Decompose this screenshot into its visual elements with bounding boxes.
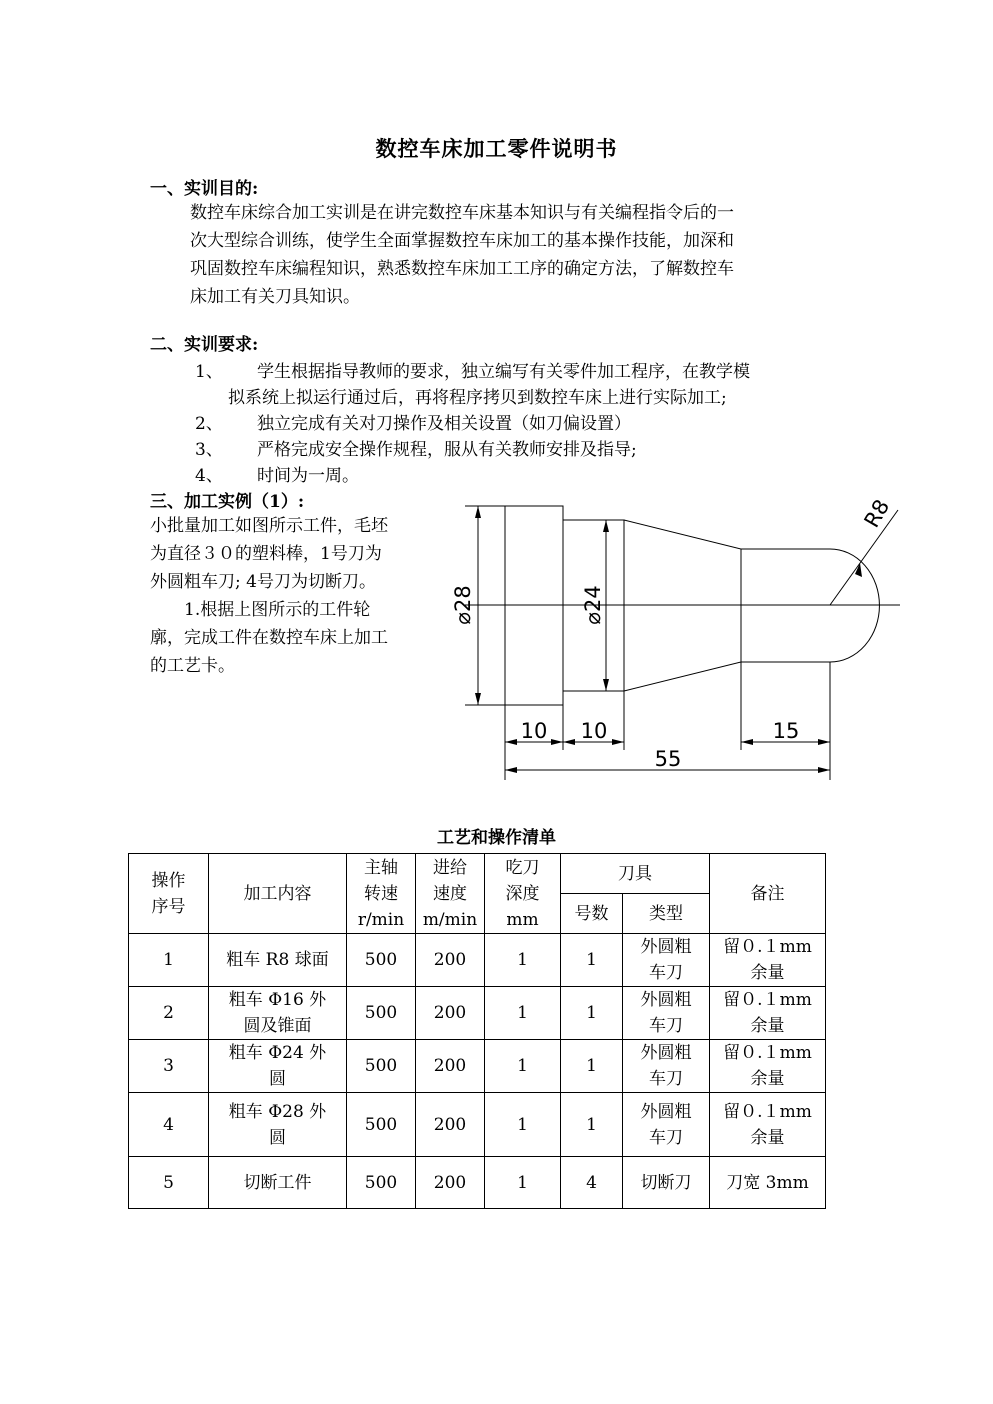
section1-line: 床加工有关刀具知识。	[190, 287, 360, 307]
cell-speed: 500	[347, 934, 416, 987]
cell-note: 留０.１mm 余量	[710, 1040, 826, 1093]
arrow	[475, 506, 481, 518]
example-line: 外圆粗车刀; 4号刀为切断刀。	[150, 572, 376, 592]
example-line: 小批量加工如图所示工件，毛坯	[150, 516, 388, 536]
cell-tool-no: 4	[561, 1157, 623, 1209]
cell-speed: 500	[347, 1040, 416, 1093]
cell-feed: 200	[416, 987, 485, 1040]
example-line: 为直径３０的塑料棒，1号刀为	[150, 544, 382, 564]
cell-speed: 500	[347, 987, 416, 1040]
cell-tool-type: 外圆粗 车刀	[623, 987, 710, 1040]
arrow	[475, 693, 481, 705]
cell-feed: 200	[416, 1157, 485, 1209]
arrow	[563, 739, 575, 745]
arrow	[818, 767, 830, 773]
header-tool-no: 号数	[561, 894, 623, 934]
cell-no: 5	[129, 1157, 209, 1209]
example-line: 廓，完成工件在数控车床上加工	[150, 628, 388, 648]
cell-feed: 200	[416, 934, 485, 987]
example-line: 1.根据上图所示的工件轮	[150, 600, 371, 620]
cell-depth: 1	[485, 1157, 561, 1209]
section1-heading: 一、实训目的:	[150, 179, 259, 199]
cell-note: 留０.１mm 余量	[710, 987, 826, 1040]
example-line: 的工艺卡。	[150, 656, 235, 676]
cell-note: 刀宽 3mm	[710, 1157, 826, 1209]
cell-content: 粗车 Φ28 外 圆	[209, 1093, 347, 1157]
header-speed: 主轴 转速 r/min	[347, 854, 416, 934]
arrow	[741, 739, 753, 745]
len-10a-label: 10	[520, 719, 548, 743]
process-table	[128, 853, 826, 1209]
cell-no: 2	[129, 987, 209, 1040]
arrow	[505, 767, 517, 773]
table-row	[129, 934, 826, 987]
cell-depth: 1	[485, 987, 561, 1040]
cell-content: 粗车 Φ16 外 圆及锥面	[209, 987, 347, 1040]
cell-depth: 1	[485, 1040, 561, 1093]
arrow	[505, 739, 517, 745]
arrow	[818, 739, 830, 745]
len-10b-label: 10	[580, 719, 608, 743]
header-tool: 刀具	[561, 854, 710, 894]
cell-content: 切断工件	[209, 1157, 347, 1209]
cell-tool-no: 1	[561, 934, 623, 987]
req-num-4: 4、	[195, 466, 223, 486]
arrow	[551, 739, 563, 745]
header-row	[129, 854, 826, 894]
cell-tool-no: 1	[561, 1093, 623, 1157]
cell-tool-type: 外圆粗 车刀	[623, 1093, 710, 1157]
section1-line: 巩固数控车床编程知识，熟悉数控车床加工工序的确定方法，了解数控车	[190, 259, 734, 279]
req-text-2: 独立完成有关对刀操作及相关设置（如刀偏设置）	[257, 414, 631, 434]
header-op-no: 操作 序号	[129, 854, 209, 934]
section1-line: 数控车床综合加工实训是在讲完数控车床基本知识与有关编程指令后的一	[190, 203, 734, 223]
req-num-2: 2、	[195, 414, 223, 434]
header-content: 加工内容	[209, 854, 347, 934]
req-text-4: 时间为一周。	[257, 466, 359, 486]
header-feed: 进给 速度 m/min	[416, 854, 485, 934]
table-title: 工艺和操作清单	[437, 828, 556, 848]
section1-body	[190, 199, 734, 311]
req-text-1b: 拟系统上拟运行通过后，再将程序拷贝到数控车床上进行实际加工;	[228, 388, 727, 408]
cell-feed: 200	[416, 1040, 485, 1093]
table-row	[129, 987, 826, 1040]
cell-no: 3	[129, 1040, 209, 1093]
cell-speed: 500	[347, 1093, 416, 1157]
page-title: 数控车床加工零件说明书	[375, 136, 618, 161]
table-row	[129, 1093, 826, 1157]
cell-tool-type: 切断刀	[623, 1157, 710, 1209]
part-drawing	[451, 490, 910, 790]
len-55-label: 55	[654, 747, 682, 771]
table-row	[129, 1157, 826, 1209]
header-tool-type: 类型	[623, 894, 710, 934]
cell-no: 1	[129, 934, 209, 987]
req-text-1: 学生根据指导教师的要求，独立编写有关零件加工程序，在教学模	[257, 362, 750, 382]
arrow	[603, 520, 609, 532]
section1-line: 次大型综合训练，使学生全面掌握数控车床加工的基本操作技能，加深和	[190, 231, 734, 251]
cell-content: 粗车 Φ24 外 圆	[209, 1040, 347, 1093]
section2-heading: 二、实训要求:	[150, 335, 259, 355]
req-num-1: 1、	[195, 362, 223, 382]
cell-note: 留０.１mm 余量	[710, 1093, 826, 1157]
table-row	[129, 1040, 826, 1093]
cell-depth: 1	[485, 1093, 561, 1157]
d28-label: ⌀28	[451, 585, 475, 625]
example-text	[150, 512, 435, 680]
cell-feed: 200	[416, 1093, 485, 1157]
r8-label: R8	[859, 495, 895, 532]
cell-content: 粗车 R8 球面	[209, 934, 347, 987]
cell-no: 4	[129, 1093, 209, 1157]
cell-note: 留０.１mm 余量	[710, 934, 826, 987]
r8-leader	[830, 510, 898, 605]
arrow	[603, 679, 609, 691]
arrow	[612, 739, 624, 745]
req-text-3: 严格完成安全操作规程，服从有关教师安排及指导;	[257, 440, 637, 460]
d24-label: ⌀24	[581, 585, 605, 625]
cell-tool-no: 1	[561, 987, 623, 1040]
cell-tool-type: 外圆粗 车刀	[623, 1040, 710, 1093]
header-depth: 吃刀 深度 mm	[485, 854, 561, 934]
requirements-list	[195, 357, 855, 487]
section3-heading: 三、加工实例（1）:	[150, 492, 305, 512]
header-note: 备注	[710, 854, 826, 934]
cell-depth: 1	[485, 934, 561, 987]
cell-tool-type: 外圆粗 车刀	[623, 934, 710, 987]
len-15-label: 15	[772, 719, 800, 743]
req-num-3: 3、	[195, 440, 223, 460]
cell-speed: 500	[347, 1157, 416, 1209]
cell-tool-no: 1	[561, 1040, 623, 1093]
